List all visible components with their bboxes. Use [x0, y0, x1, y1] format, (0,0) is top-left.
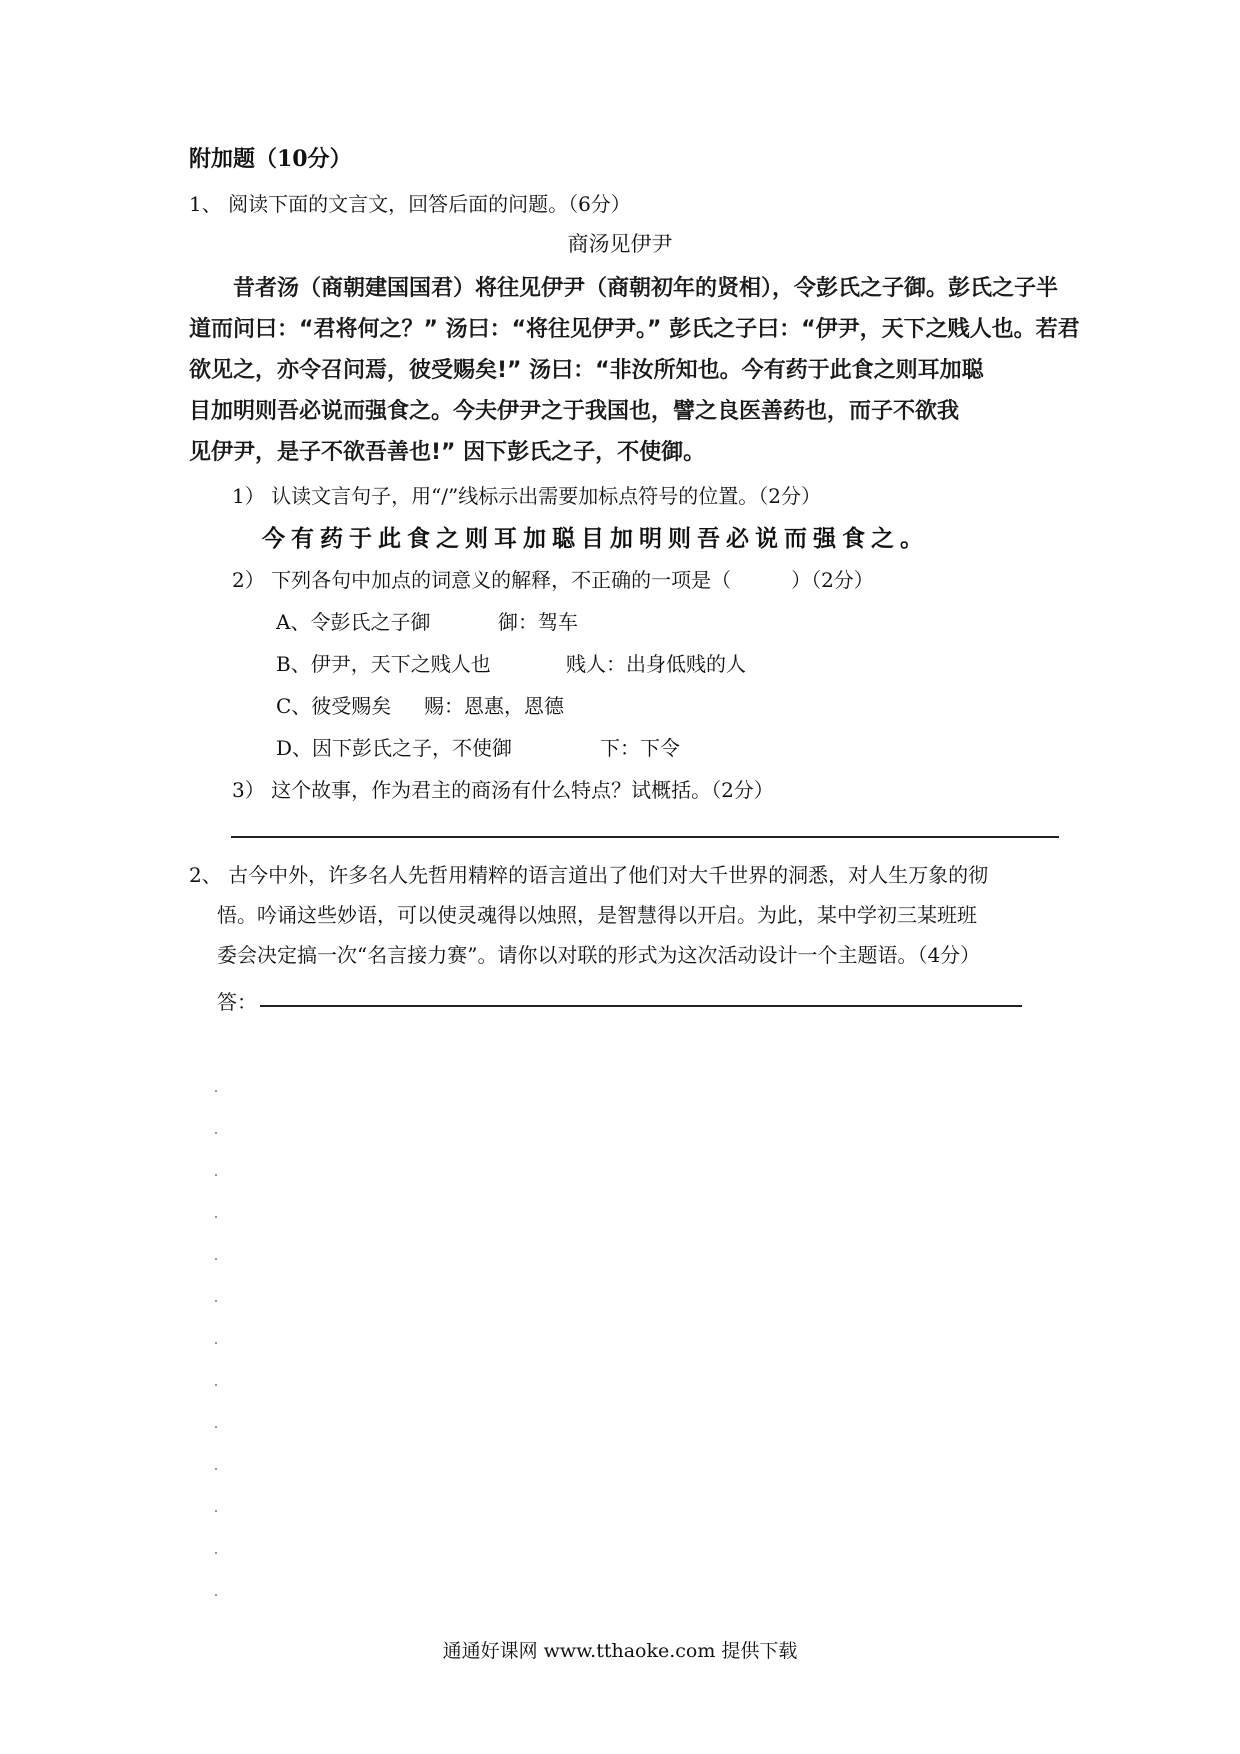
option-text: A、令彭氏之子御 [276, 610, 431, 634]
question-1-intro: 1、 阅读下面的文言文，回答后面的问题。（6分） [189, 192, 631, 216]
sub-question-3: 3） 这个故事，作为君主的商汤有什么特点？试概括。（2分） [232, 778, 774, 802]
margin-dot [215, 1552, 217, 1554]
margin-dot [215, 1300, 217, 1302]
passage-title: 商汤见伊尹 [567, 232, 673, 256]
margin-dot [215, 1594, 217, 1596]
option-text: B、伊尹，天下之贱人也 [276, 652, 491, 676]
answer-line [231, 836, 1059, 838]
option-text: C、彼受赐矣 [276, 694, 392, 718]
footer-credit: 通通好课网 www.tthaoke.com 提供下载 [442, 1640, 798, 1662]
question-2-line: 2、 古今中外，许多名人先哲用精粹的语言道出了他们对大千世界的洞悉，对人生万象的彻 [189, 863, 989, 887]
margin-dot [215, 1468, 217, 1470]
option-gloss: 赐：恩惠，恩德 [424, 694, 564, 718]
option-c [276, 690, 564, 719]
answer-line [260, 1005, 1022, 1007]
option-gloss: 御：驾车 [498, 610, 578, 634]
margin-dot [215, 1258, 217, 1260]
passage-line: 见伊尹，是子不欲吾善也!” 因下彭氏之子，不使御。 [189, 440, 706, 465]
question-2-line: 委会决定搞一次“名言接力赛”。请你以对联的形式为这次活动设计一个主题语。（4分） [217, 943, 981, 967]
margin-dot [215, 1132, 217, 1134]
option-b [276, 648, 746, 677]
answer-label: 答： [217, 990, 257, 1014]
margin-dot [215, 1216, 217, 1218]
passage-line: 道而问曰：“君将何之？” 汤曰：“将往见伊尹。” 彭氏之子曰：“伊尹，天下之贱人也。若君 [189, 317, 1080, 342]
margin-dot [215, 1510, 217, 1512]
option-text: D、因下彭氏之子，不使御 [276, 736, 513, 760]
passage-line: 目加明则吾必说而强食之。今夫伊尹之于我国也，譬之良医善药也，而子不欲我 [189, 399, 960, 424]
question-2 [189, 855, 1059, 975]
margin-dot [215, 1384, 217, 1386]
option-gloss: 下：下令 [600, 736, 680, 760]
classical-passage [189, 268, 1080, 473]
margin-dot [215, 1342, 217, 1344]
option-gloss: 贱人：出身低贱的人 [566, 652, 746, 676]
sub-question-2: 2） 下列各句中加点的词意义的解释，不正确的一项是（ ）（2分） [232, 568, 874, 592]
section-title: 附加题（10分） [189, 146, 352, 172]
option-d [276, 732, 680, 761]
option-a [276, 606, 578, 635]
margin-dot [215, 1090, 217, 1092]
passage-line: 昔者汤（商朝建国国君）将往见伊尹（商朝初年的贤相），令彭氏之子御。彭氏之子半 [233, 276, 1059, 301]
passage-line: 欲见之，亦令召问焉，彼受赐矣!” 汤曰：“非汝所知也。今有药于此食之则耳加聪 [189, 358, 984, 383]
margin-dot [215, 1174, 217, 1176]
punctuation-sentence: 今有药于此食之则耳加聪目加明则吾必说而强食之。 [262, 526, 929, 552]
sub-question-1: 1） 认读文言句子，用“/”线标示出需要加标点符号的位置。（2分） [232, 484, 821, 508]
margin-dot [215, 1426, 217, 1428]
question-2-line: 悟。吟诵这些妙语，可以使灵魂得以烛照，是智慧得以开启。为此，某中学初三某班班 [217, 903, 977, 927]
